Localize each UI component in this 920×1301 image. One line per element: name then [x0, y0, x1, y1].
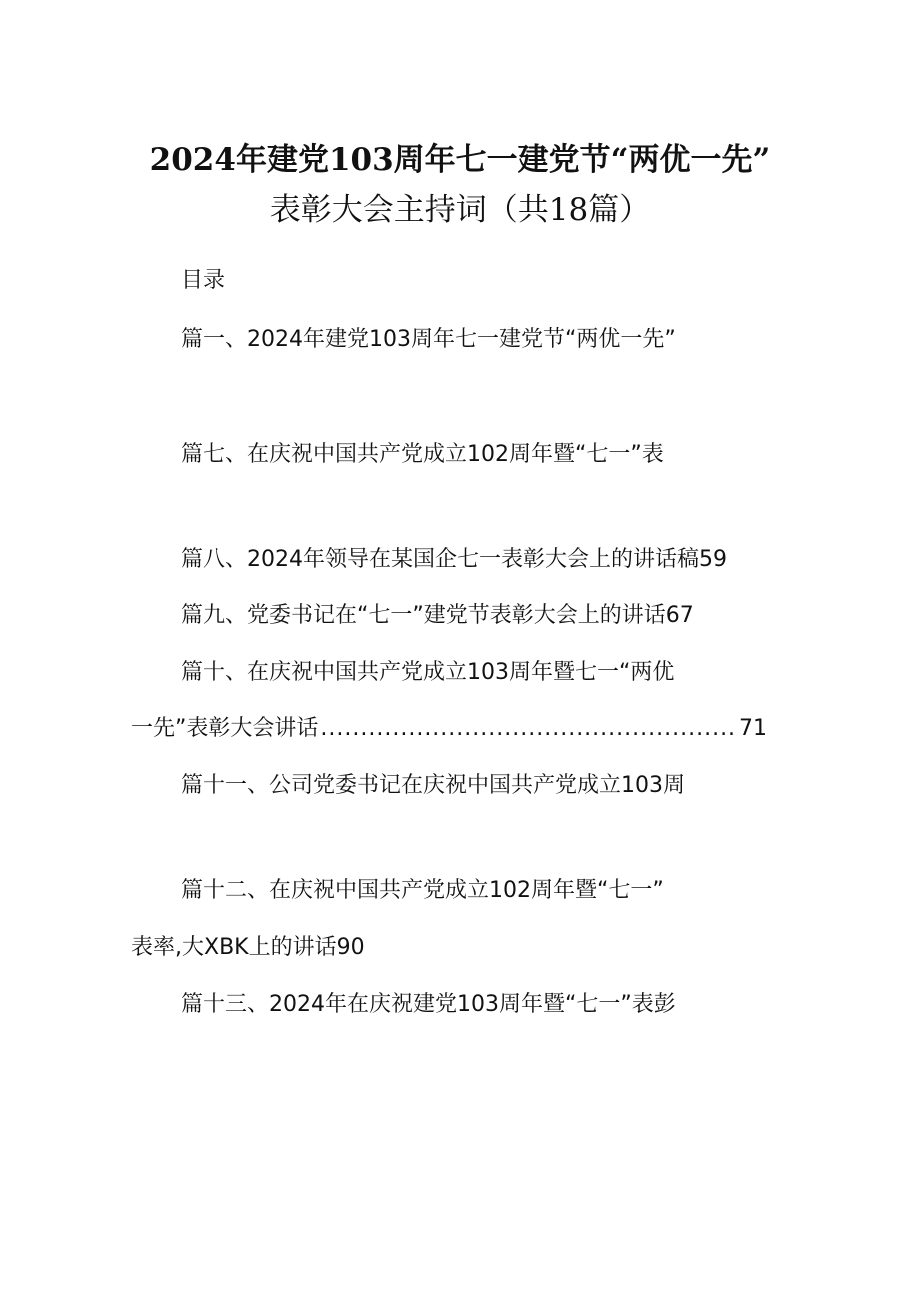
toc-page-number: 71	[739, 716, 767, 741]
toc-entry: 篇十一、公司党委书记在庆祝中国共产党成立103周	[181, 773, 685, 798]
toc-heading: 目录	[181, 268, 226, 293]
toc-entry: 表率,大XBK上的讲话90	[131, 935, 365, 960]
toc-entry-with-leader	[131, 714, 767, 744]
document-title-line-2: 表彰大会主持词（共18篇）	[269, 192, 651, 228]
toc-entry: 篇十二、在庆祝中国共产党成立102周年暨“七一”	[181, 878, 664, 903]
toc-entry: 篇七、在庆祝中国共产党成立102周年暨“七一”表	[181, 442, 664, 467]
toc-entry: 篇十、在庆祝中国共产党成立103周年暨七一“两优	[181, 660, 675, 685]
toc-entry: 篇八、2024年领导在某国企七一表彰大会上的讲话稿59	[181, 547, 727, 572]
toc-entry: 篇九、党委书记在“七一”建党节表彰大会上的讲话67	[181, 603, 694, 628]
toc-entry: 篇一、2024年建党103周年七一建党节“两优一先”	[181, 327, 676, 352]
dot-leader	[320, 714, 737, 744]
toc-entry-text: 一先”表彰大会讲话	[131, 716, 319, 741]
toc-entry: 篇十三、2024年在庆祝建党103周年暨“七一”表彭	[181, 992, 676, 1017]
document-title-line-1: 2024年建党103周年七一建党节“两优一先”	[149, 142, 771, 178]
